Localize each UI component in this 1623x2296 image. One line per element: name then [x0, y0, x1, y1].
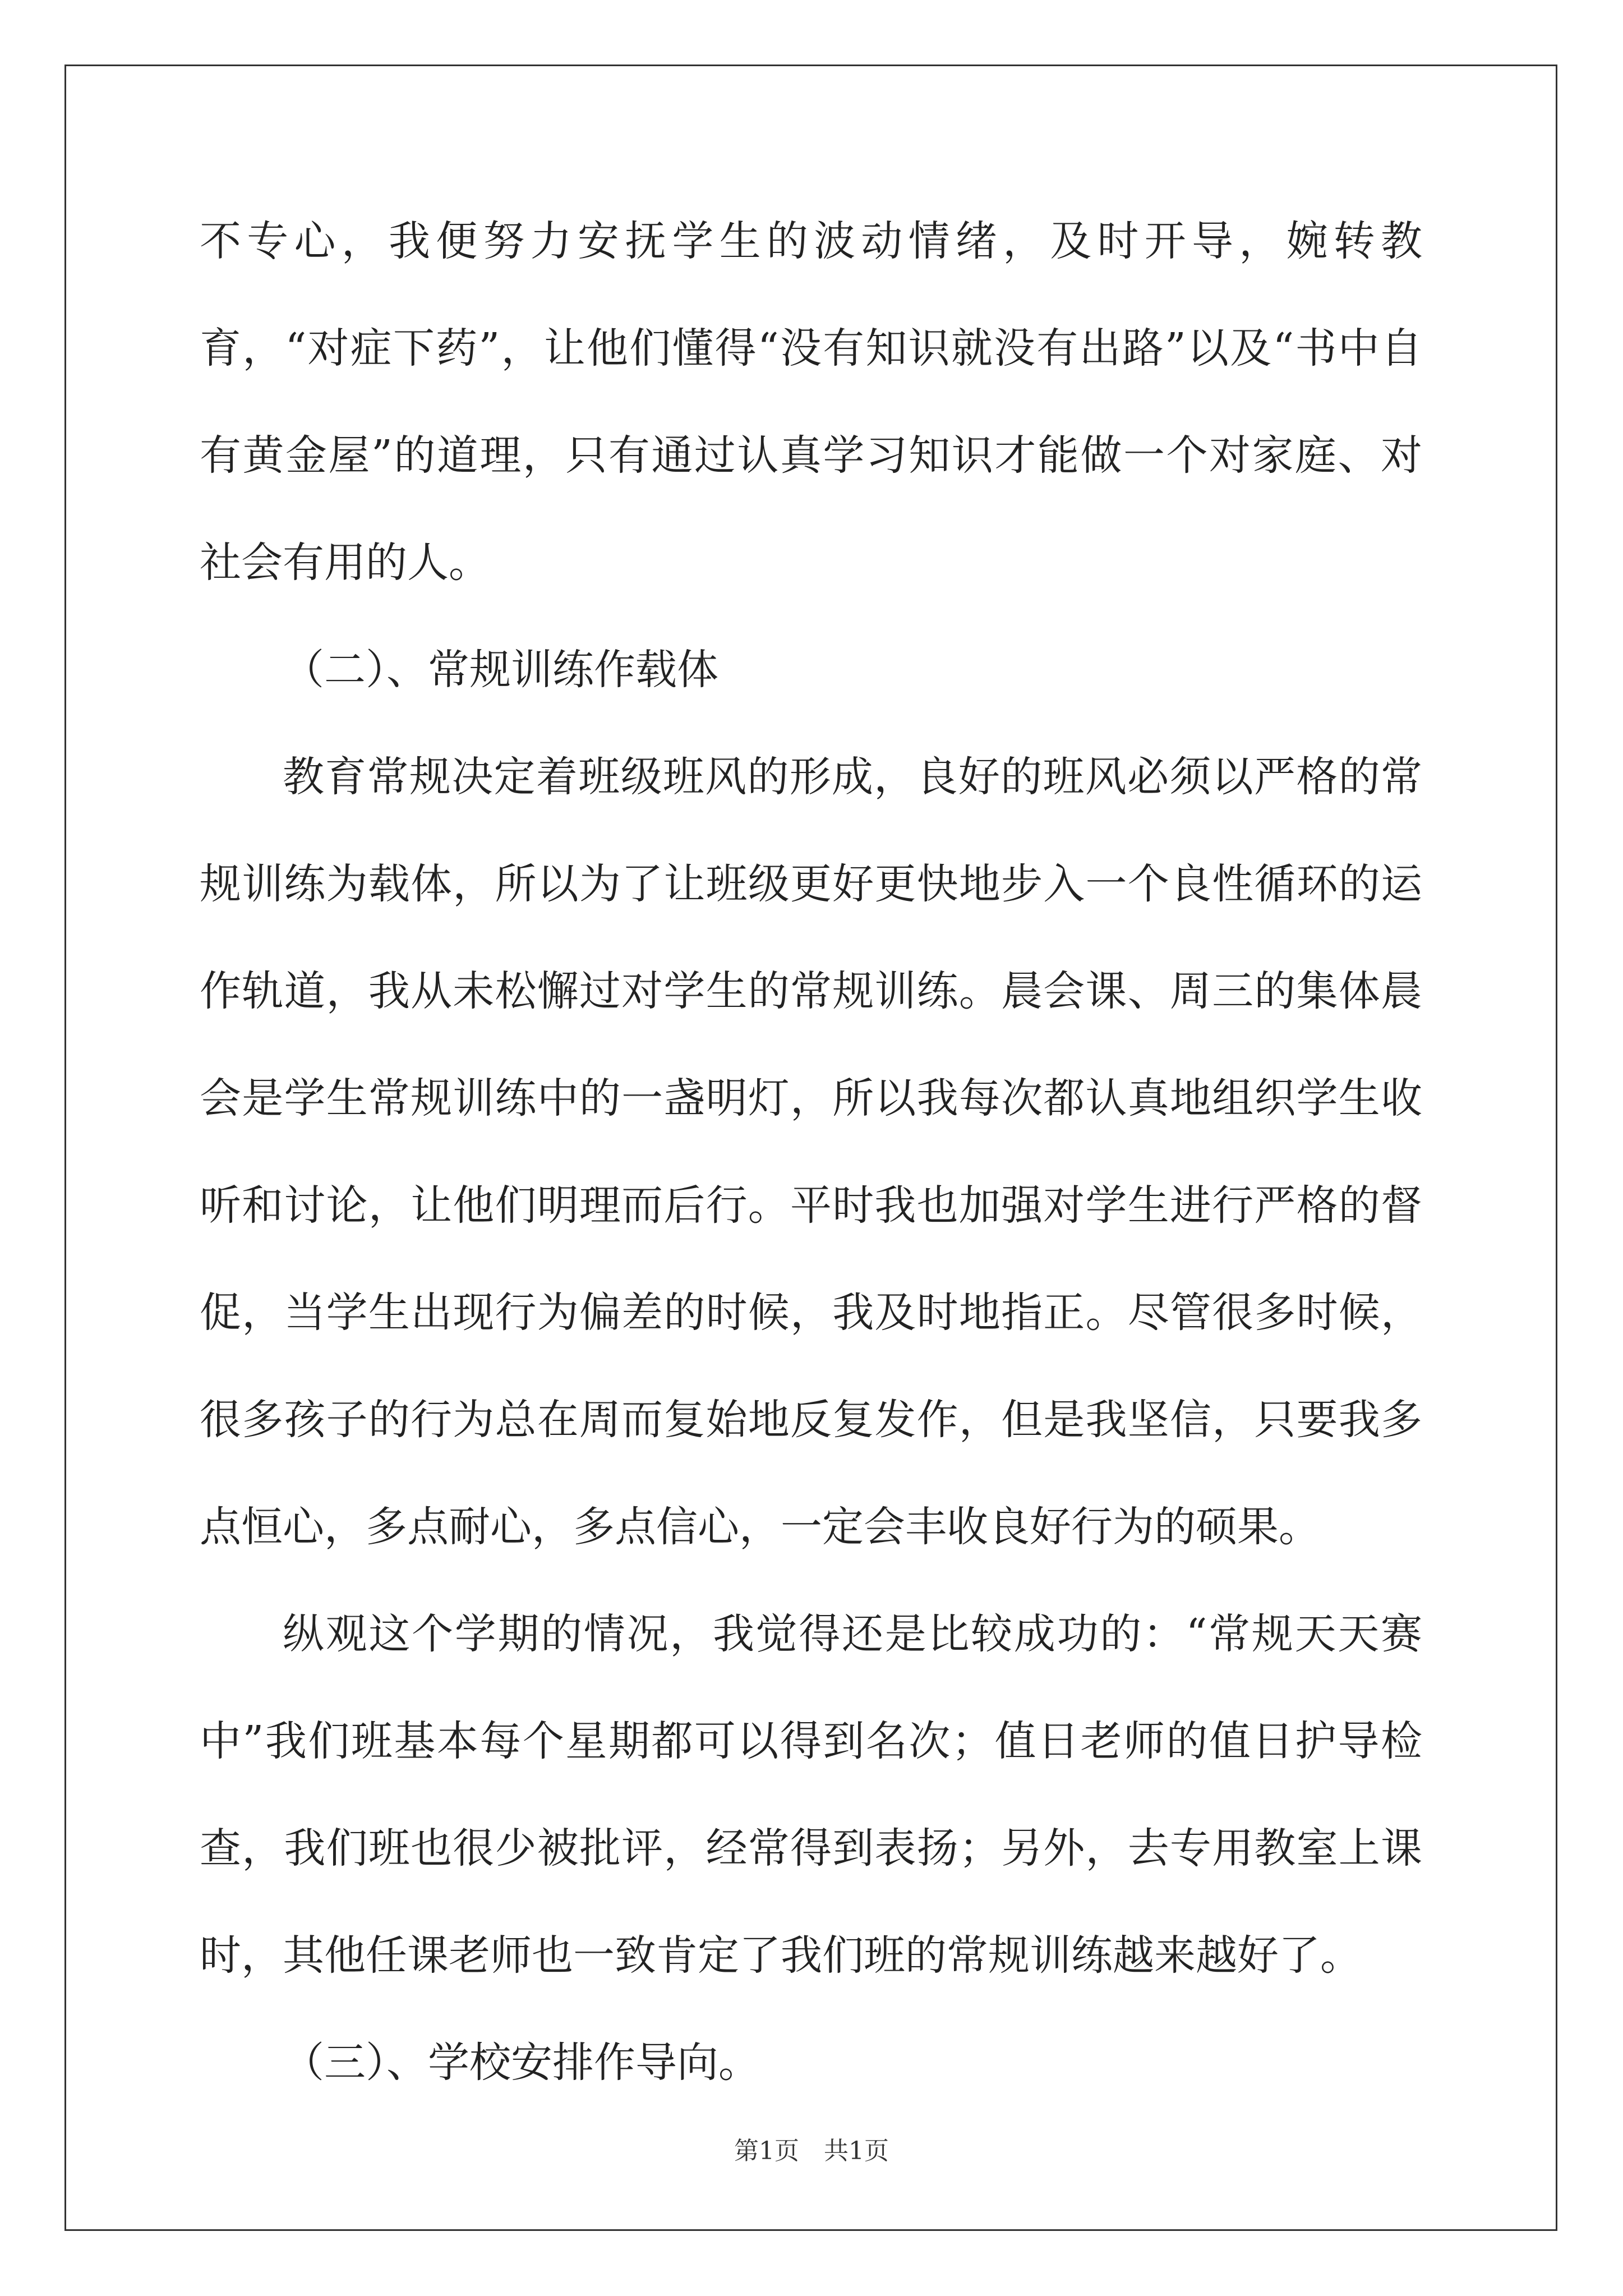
paragraph-4: 纵观这个学期的情况，我觉得还是比较成功的：“常规天天赛中”我们班基本每个星期都可以得到名次；值日老师的值日护导检查，我们班也很少被批评，经常得到表扬；另外，去专用教室上课时，其他任课老师也一致肯定了我们班的常规训练越来越好了。 [200, 1610, 1422, 1980]
section-heading-3: （三）、学校安排作导向。 [283, 2039, 760, 2087]
section-heading-2: （二）、常规训练作载体 [283, 646, 718, 694]
paragraph-1: 不专心，我便努力安抚学生的波动情绪，及时开导，婉转教育，“对症下药”，让他们懂得“没有知识就没有出路”以及“书中自有黄金屋”的道理，只有通过认真学习知识才能做一个对家庭、对社会有用的人。 [200, 217, 1422, 587]
page-number-footer: 第1页 共1页 [734, 2137, 889, 2165]
paragraph-3: 教育常规决定着班级班风的形成，良好的班风必须以严格的常规训练为载体，所以为了让班级更好更快地步入一个良性循环的运作轨道，我从未松懈过对学生的常规训练。晨会课、周三的集体晨会是学生常规训练中的一盏明灯，所以我每次都认真地组织学生收听和讨论，让他们明理而后行。平时我也加强对学生进行严格的督促，当学生出现行为偏差的时候，我及时地指正。尽管很多时候，很多孩子的行为总在周而复始地反复发作，但是我坚信，只要我多点恒心，多点耐心，多点信心，一定会丰收良好行为的硕果。 [200, 753, 1422, 1551]
document-body [200, 188, 1422, 2116]
